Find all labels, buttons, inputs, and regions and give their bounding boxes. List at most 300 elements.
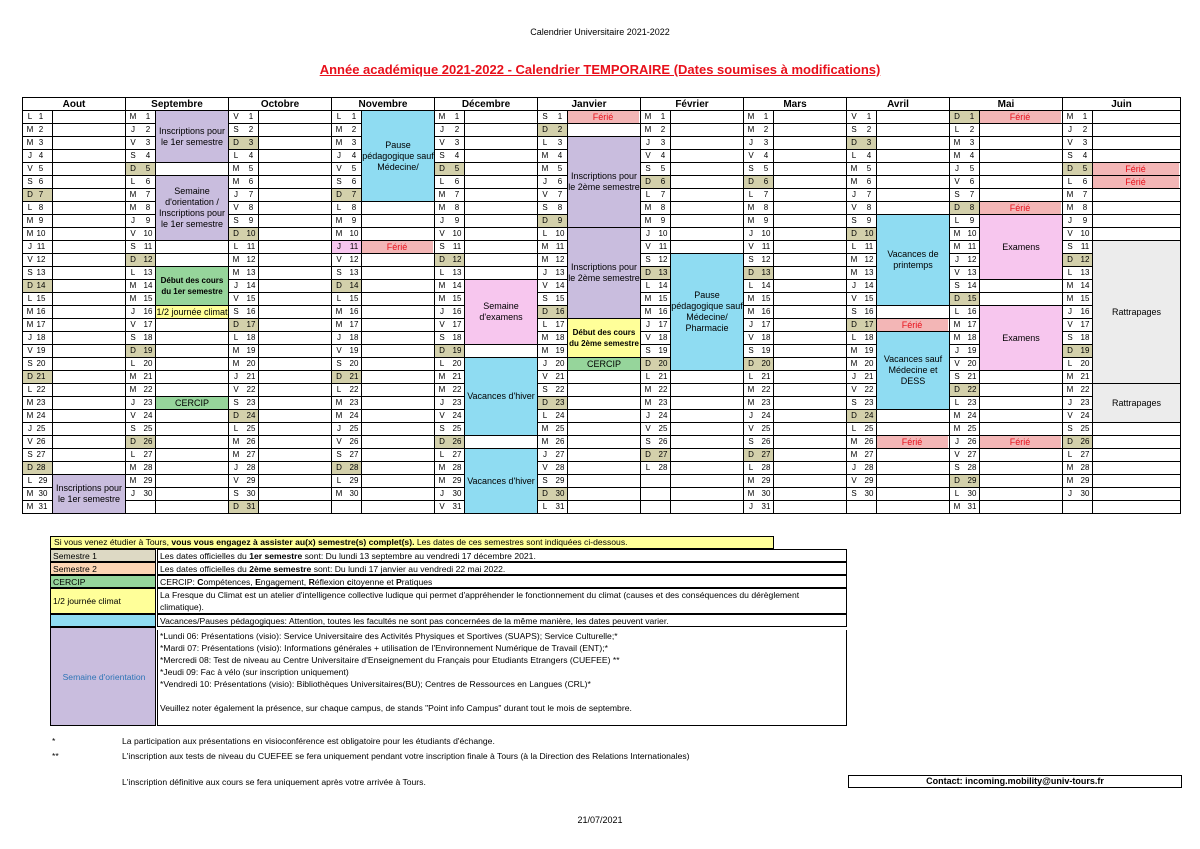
day-number: 13 [452,268,462,277]
weekday-letter: V [645,424,651,433]
day-number: 13 [761,268,771,277]
day-number: 7 [454,190,460,199]
day-number: 9 [969,216,975,225]
day-number: 29 [761,476,771,485]
weekday-letter: L [233,333,239,342]
holiday-label: Férié [567,111,639,123]
day-number: 22 [246,385,256,394]
weekday-letter: J [749,320,753,329]
day-number: 21 [555,372,565,381]
day-number: 26 [349,437,359,446]
day-number: 10 [349,229,359,238]
weekday-letter: D [439,346,445,355]
day-number: 23 [36,398,46,407]
weekday-letter: D [954,294,960,303]
weekday-letter: M [747,307,755,316]
day-number: 17 [36,320,46,329]
day-number: 21 [452,372,462,381]
month-header: Février [640,97,744,111]
day-number: 6 [557,177,563,186]
day-number: 22 [967,385,977,394]
weekday-letter: L [27,385,33,394]
weekday-letter: J [955,255,959,264]
weekday-letter: S [336,177,342,186]
weekday-letter: L [1067,450,1073,459]
day-number: 26 [967,437,977,446]
weekday-letter: S [954,281,960,290]
day-number: 25 [1080,424,1090,433]
day-number: 4 [969,151,975,160]
day-number: 5 [351,164,357,173]
day-number: 18 [658,333,668,342]
weekday-letter: D [130,346,136,355]
weekday-letter: V [27,437,33,446]
day-number: 16 [246,307,256,316]
day-number: 11 [761,242,771,251]
day-number: 18 [143,333,153,342]
day-number: 16 [761,307,771,316]
weekday-letter: M [129,203,137,212]
weekday-letter: L [645,190,651,199]
day-number: 5 [248,164,254,173]
day-number: 21 [864,372,874,381]
event-block: Pause pédagogique sauf Médecine/ Pharmacie [670,253,744,371]
weekday-letter: L [954,489,960,498]
weekday-letter: L [27,294,33,303]
day-number: 18 [761,333,771,342]
day-number: 1 [763,112,769,121]
weekday-letter: D [27,190,33,199]
day-number: 25 [761,424,771,433]
weekday-letter: M [644,112,652,121]
day-number: 15 [967,294,977,303]
weekday-letter: L [851,151,857,160]
event-block: Rattrapages [1092,383,1181,423]
weekday-letter: V [954,359,960,368]
day-number: 22 [143,385,153,394]
weekday-letter: D [233,502,239,511]
weekday-letter: M [26,229,34,238]
weekday-letter: M [335,307,343,316]
weekday-letter: L [130,450,136,459]
weekday-letter: L [336,476,342,485]
weekday-letter: M [850,346,858,355]
month-header: Octobre [228,97,332,111]
day-number: 3 [1082,138,1088,147]
weekday-letter: D [439,164,445,173]
weekday-letter: M [850,437,858,446]
weekday-letter: M [232,255,240,264]
note-text-1: La participation aux présentations en visioconférence est obligatoire pour les étudiants d'échange. [122,736,495,746]
legend-text: Les dates officielles du 1er semestre sont: Du lundi 13 septembre au vendredi 17 décembre 2021. [157,549,847,562]
legend-label: Semestre 1 [50,549,156,562]
month-header: Avril [846,97,950,111]
weekday-letter: D [1067,346,1073,355]
weekday-letter: M [438,281,446,290]
day-number: 22 [36,385,46,394]
weekday-letter: V [1067,138,1073,147]
weekday-letter: M [335,229,343,238]
weekday-letter: J [440,398,444,407]
weekday-letter: S [233,398,239,407]
day-number: 26 [36,437,46,446]
day-number: 28 [967,463,977,472]
day-number: 12 [658,255,668,264]
note-text-2: L'inscription aux tests de niveau du CUEFEE se fera uniquement pendant votre inscription finale à Tours (à la Direction des Relations Internationales) [122,751,690,761]
weekday-letter: J [955,164,959,173]
day-number: 8 [351,203,357,212]
day-number: 2 [1082,125,1088,134]
event-block: Examens [979,214,1063,280]
weekday-letter: D [851,138,857,147]
legend-text: Vacances/Pauses pédagogiques: Attention, toutes les facultés ne sont pas concernées de la même manière, les dates peuvent varier. [157,614,847,627]
weekday-letter: J [543,268,547,277]
weekday-letter: M [26,307,34,316]
event-block: Examens [979,305,1063,371]
weekday-letter: V [748,333,754,342]
day-number: 16 [143,307,153,316]
day-number: 2 [866,125,872,134]
day-number: 10 [555,229,565,238]
day-number: 22 [452,385,462,394]
weekday-letter: M [1066,463,1074,472]
weekday-letter: M [335,320,343,329]
weekday-letter: L [27,203,33,212]
day-number: 20 [452,359,462,368]
day-number: 5 [454,164,460,173]
day-number: 22 [658,385,668,394]
weekday-letter: V [233,294,239,303]
event-block: CERCIP [567,357,641,371]
weekday-letter: L [645,463,651,472]
weekday-letter: M [541,333,549,342]
event-block: Semaine d'orientation / Inscriptions pour le 1er semestre [155,175,229,241]
day-number: 30 [967,489,977,498]
day-number: 1 [248,112,254,121]
weekday-letter: S [748,164,754,173]
weekday-letter: S [233,125,239,134]
weekday-letter: S [1067,242,1073,251]
weekday-letter: M [541,346,549,355]
day-number: 28 [246,463,256,472]
weekday-letter: M [541,255,549,264]
weekday-letter: L [27,476,33,485]
weekday-letter: M [129,463,137,472]
day-number: 11 [967,242,977,251]
weekday-letter: M [335,411,343,420]
day-number: 25 [452,424,462,433]
day-number: 2 [351,125,357,134]
event-block: Semaine d'examens [464,279,538,345]
day-number: 12 [967,255,977,264]
day-number: 30 [761,489,771,498]
day-number: 23 [349,398,359,407]
weekday-letter: J [28,242,32,251]
day-number: 8 [763,203,769,212]
weekday-letter: J [749,502,753,511]
event-block: CERCIP [155,396,229,410]
weekday-letter: M [644,294,652,303]
weekday-letter: M [335,138,343,147]
day-number: 8 [660,203,666,212]
day-number: 25 [658,424,668,433]
day-number: 23 [1080,398,1090,407]
day-number: 24 [36,411,46,420]
weekday-letter: M [644,398,652,407]
weekday-letter: M [232,177,240,186]
weekday-letter: D [851,229,857,238]
weekday-letter: S [542,385,548,394]
row-line [640,500,743,501]
month-header: Décembre [434,97,538,111]
day-number: 23 [555,398,565,407]
day-number: 30 [246,489,256,498]
weekday-letter: S [336,268,342,277]
day-number: 13 [246,268,256,277]
weekday-letter: J [234,372,238,381]
event-block: Début des cours du 1er semestre [155,266,229,306]
day-number: 24 [864,411,874,420]
day-number: 30 [452,489,462,498]
day-number: 20 [555,359,565,368]
day-number: 21 [246,372,256,381]
day-number: 17 [1080,320,1090,329]
day-number: 19 [555,346,565,355]
day-number: 12 [555,255,565,264]
weekday-letter: M [953,502,961,511]
day-number: 21 [143,372,153,381]
weekday-letter: S [27,268,33,277]
row-line [640,474,743,475]
day-number: 28 [36,463,46,472]
weekday-letter: D [748,177,754,186]
page-title: Année académique 2021-2022 - Calendrier TEMPORAIRE (Dates soumises à modifications) [319,62,881,77]
day-number: 29 [349,476,359,485]
day-number: 21 [349,372,359,381]
weekday-letter: V [542,190,548,199]
weekday-letter: M [26,125,34,134]
weekday-letter: J [1068,489,1072,498]
weekday-letter: D [542,489,548,498]
footer-date: 21/07/2021 [577,815,623,825]
weekday-letter: L [233,424,239,433]
weekday-letter: L [336,112,342,121]
day-number: 18 [246,333,256,342]
weekday-letter: S [748,346,754,355]
day-number: 30 [864,489,874,498]
day-number: 20 [864,359,874,368]
day-number: 3 [969,138,975,147]
day-number: 31 [555,502,565,511]
weekday-letter: V [748,151,754,160]
day-number: 6 [1082,177,1088,186]
weekday-letter: D [851,411,857,420]
weekday-letter: J [749,229,753,238]
day-number: 13 [864,268,874,277]
weekday-letter: D [1067,255,1073,264]
weekday-letter: D [336,281,342,290]
weekday-letter: V [27,164,33,173]
day-number: 4 [557,151,563,160]
weekday-letter: D [336,463,342,472]
day-number: 22 [1080,385,1090,394]
weekday-letter: L [336,385,342,394]
row-line [846,500,949,501]
day-number: 16 [452,307,462,316]
day-number: 6 [866,177,872,186]
day-number: 19 [143,346,153,355]
weekday-letter: M [747,489,755,498]
day-number: 7 [145,190,151,199]
weekday-letter: L [439,359,445,368]
weekday-letter: S [130,333,136,342]
weekday-letter: M [129,372,137,381]
weekday-letter: D [954,476,960,485]
day-number: 1 [1082,112,1088,121]
day-number: 28 [349,463,359,472]
weekday-letter: M [129,281,137,290]
weekday-letter: V [542,463,548,472]
day-number: 1 [660,112,666,121]
day-number: 5 [1082,164,1088,173]
day-number: 10 [143,229,153,238]
day-number: 16 [658,307,668,316]
day-number: 2 [38,125,44,134]
weekday-letter: S [645,346,651,355]
weekday-letter: J [234,463,238,472]
col-line [876,110,877,513]
weekday-letter: J [646,411,650,420]
day-number: 20 [1080,359,1090,368]
final-note: L'inscription définitive aux cours se fera uniquement après votre arrivée à Tours. [122,777,426,787]
weekday-letter: S [1067,333,1073,342]
day-number: 11 [143,242,153,251]
weekday-letter: M [747,112,755,121]
weekday-letter: M [953,242,961,251]
weekday-letter: L [748,190,754,199]
day-number: 2 [454,125,460,134]
day-number: 7 [248,190,254,199]
weekday-letter: M [129,112,137,121]
day-number: 6 [454,177,460,186]
day-number: 29 [1080,476,1090,485]
weekday-letter: M [335,489,343,498]
weekday-letter: M [850,164,858,173]
day-number: 20 [967,359,977,368]
weekday-letter: L [336,203,342,212]
day-number: 16 [864,307,874,316]
weekday-letter: S [542,112,548,121]
weekday-letter: J [1068,398,1072,407]
day-number: 30 [349,489,359,498]
day-number: 9 [145,216,151,225]
day-number: 31 [452,502,462,511]
day-number: 21 [967,372,977,381]
weekday-letter: L [748,281,754,290]
day-number: 24 [1080,411,1090,420]
day-number: 29 [38,476,48,485]
day-number: 14 [658,281,668,290]
weekday-letter: D [336,372,342,381]
col-line [773,110,774,513]
day-number: 7 [38,190,44,199]
weekday-letter: V [1067,229,1073,238]
weekday-letter: D [748,359,754,368]
day-number: 17 [246,320,256,329]
weekday-letter: M [232,359,240,368]
weekday-letter: M [541,151,549,160]
weekday-letter: V [748,242,754,251]
day-number: 1 [145,112,151,121]
day-number: 24 [967,411,977,420]
day-number: 25 [36,424,46,433]
day-number: 6 [660,177,666,186]
day-number: 17 [864,320,874,329]
day-number: 17 [143,320,153,329]
day-number: 27 [967,450,977,459]
weekday-letter: J [1068,216,1072,225]
day-number: 7 [351,190,357,199]
day-number: 18 [1080,333,1090,342]
day-number: 14 [143,281,153,290]
weekday-letter: V [130,138,136,147]
legend-text: CERCIP: Compétences, Engagement, Réflexion citoyenne et Pratiques [157,575,847,588]
weekday-letter: S [645,255,651,264]
day-number: 24 [658,411,668,420]
weekday-letter: J [337,151,341,160]
day-number: 12 [143,255,153,264]
weekday-letter: S [336,450,342,459]
weekday-letter: M [335,398,343,407]
day-number: 12 [761,255,771,264]
weekday-letter: S [851,216,857,225]
day-number: 3 [351,138,357,147]
day-number: 18 [349,333,359,342]
day-number: 12 [36,255,46,264]
weekday-letter: D [336,190,342,199]
day-number: 17 [349,320,359,329]
weekday-letter: L [645,281,651,290]
contact-box[interactable]: Contact: incoming.mobility@univ-tours.fr [848,775,1182,788]
weekday-letter: M [1066,203,1074,212]
weekday-letter: V [336,346,342,355]
weekday-letter: S [542,294,548,303]
day-number: 12 [1080,255,1090,264]
weekday-letter: M [232,437,240,446]
day-number: 1 [351,112,357,121]
day-number: 23 [143,398,153,407]
day-number: 5 [557,164,563,173]
weekday-letter: M [747,398,755,407]
weekday-letter: V [439,138,445,147]
day-number: 8 [145,203,151,212]
weekday-letter: M [1066,372,1074,381]
weekday-letter: M [541,437,549,446]
day-number: 8 [969,203,975,212]
weekday-letter: S [130,424,136,433]
weekday-letter: J [337,333,341,342]
day-number: 2 [969,125,975,134]
weekday-letter: V [851,203,857,212]
weekday-letter: D [27,281,33,290]
day-number: 3 [145,138,151,147]
day-number: 11 [36,242,46,251]
note-mark-1: * [52,736,56,746]
note-mark-2: ** [52,751,59,761]
weekday-letter: M [232,164,240,173]
weekday-letter: L [954,307,960,316]
weekday-letter: D [542,216,548,225]
